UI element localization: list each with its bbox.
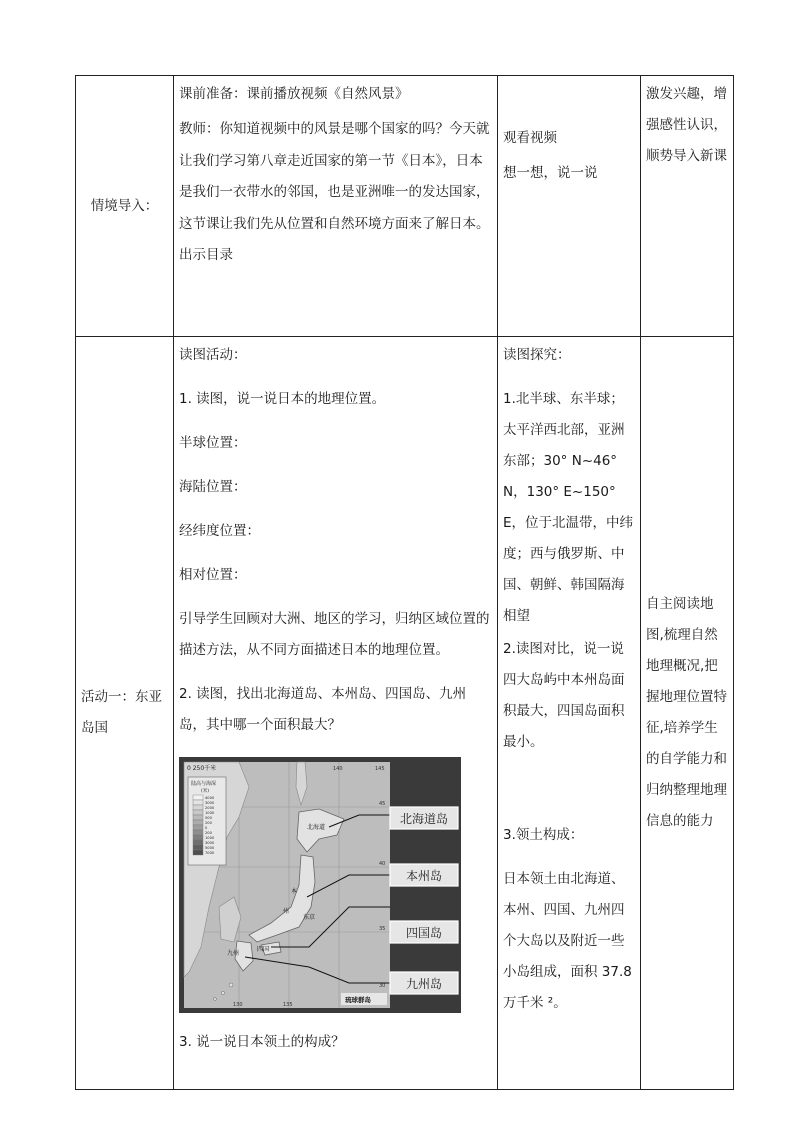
japan-map-svg bbox=[179, 757, 461, 1013]
design-intent-text: 激发兴趣，增强感性认识，顺势导入新课 bbox=[646, 86, 727, 164]
svg-text:35: 35 bbox=[379, 926, 386, 932]
svg-text:4000: 4000 bbox=[205, 796, 215, 800]
svg-text:九州: 九州 bbox=[227, 950, 240, 957]
svg-text:45: 45 bbox=[379, 801, 386, 807]
svg-text:30: 30 bbox=[379, 983, 386, 989]
hemisphere-position: 半球位置： bbox=[179, 435, 247, 451]
student-step-1: 观看视频 bbox=[503, 130, 557, 146]
relative-position: 相对位置： bbox=[179, 567, 247, 583]
svg-text:145: 145 bbox=[375, 766, 385, 772]
teacher-activity-cell bbox=[174, 76, 498, 337]
svg-text:200: 200 bbox=[205, 831, 212, 835]
svg-text:40: 40 bbox=[379, 861, 386, 867]
question-1: 1. 读图，说一说日本的地理位置。 bbox=[179, 391, 386, 407]
design-intent-cell bbox=[641, 76, 734, 337]
svg-text:2000: 2000 bbox=[205, 806, 215, 810]
answer-2: 2.读图对比，说一说四大岛屿中本州岛面积最大，四国岛面积最小。 bbox=[503, 641, 625, 750]
svg-text:7000: 7000 bbox=[205, 851, 215, 855]
callout-hokkaido: 北海道岛 bbox=[399, 812, 449, 826]
table-row-intro bbox=[76, 76, 734, 337]
reading-explore-heading: 读图探究： bbox=[503, 347, 571, 363]
section-cell bbox=[76, 337, 174, 1090]
svg-text:1000: 1000 bbox=[205, 836, 215, 840]
student-activity-cell bbox=[498, 337, 641, 1090]
prep-text: 课前准备：课前播放视频《自然风景》 bbox=[179, 86, 409, 102]
svg-text:0: 0 bbox=[205, 826, 208, 830]
callout-kyushu: 九州岛 bbox=[405, 977, 443, 991]
lat-lon-position: 经纬度位置： bbox=[179, 523, 260, 539]
svg-text:3000: 3000 bbox=[205, 841, 215, 845]
design-intent-text: 自主阅读地图,梳理自然地理概况,把握地理位置特征,培养学生的自学能力和归纳整理地理信息的能力 bbox=[646, 596, 727, 829]
design-intent-cell bbox=[641, 337, 734, 1090]
svg-text:四国: 四国 bbox=[257, 946, 270, 953]
svg-text:1000: 1000 bbox=[205, 811, 215, 815]
svg-text:北海道: 北海道 bbox=[307, 824, 326, 831]
legend-unit: (米) bbox=[201, 789, 210, 794]
reading-activity-heading: 读图活动： bbox=[179, 347, 247, 363]
ryukyu-label: 琉球群岛 bbox=[345, 996, 371, 1004]
student-step-2: 想一想，说一说 bbox=[503, 165, 598, 181]
svg-text:5000: 5000 bbox=[205, 846, 215, 850]
table-row-activity-1 bbox=[76, 337, 734, 1090]
map-scale: 0 250千米 bbox=[187, 765, 217, 772]
section-cell bbox=[76, 76, 174, 337]
teacher-intro-text: 教师：你知道视频中的风景是哪个国家的吗？今天就让我们学习第八章走近国家的第一节《日本》，日本是我们一衣带水的邻国，也是亚洲唯一的发达国家，这节课让我们先从位置和自然环境方面来了解日本。出示目录 bbox=[179, 121, 490, 263]
guide-text: 引导学生回顾对大洲、地区的学习，归纳区域位置的描述方法，从不同方面描述日本的地理位置。 bbox=[179, 611, 490, 658]
legend-swatches bbox=[193, 795, 203, 855]
lesson-plan-table bbox=[75, 75, 734, 1090]
svg-text:135: 135 bbox=[283, 1002, 293, 1008]
callout-honshu: 本州岛 bbox=[405, 869, 443, 883]
svg-text:200: 200 bbox=[205, 821, 212, 825]
svg-text:130: 130 bbox=[233, 1002, 243, 1008]
answer-3-heading: 3.领土构成： bbox=[503, 827, 584, 843]
question-3: 3. 说一说日本领土的构成？ bbox=[179, 1034, 345, 1050]
svg-text:3000: 3000 bbox=[205, 801, 215, 805]
svg-text:东京: 东京 bbox=[303, 914, 316, 921]
callout-shikoku: 四国岛 bbox=[405, 926, 443, 940]
answer-3: 日本领土由北海道、本州、四国、九州四个大岛以及附近一些小岛组成，面积 37.8 万千米 ²。 bbox=[503, 871, 632, 1011]
land-sea-position: 海陆位置： bbox=[179, 479, 247, 495]
svg-text:500: 500 bbox=[205, 816, 212, 820]
answer-1: 1.北半球、东半球；太平洋西北部，亚洲东部；30° N~46° N，130° E~150° E，位于北温带，中纬度；西与俄罗斯、中国、朝鲜、韩国隔海相望 bbox=[503, 391, 634, 624]
japan-map bbox=[179, 757, 461, 1013]
section-label: 情境导入： bbox=[90, 197, 159, 214]
svg-text:本: 本 bbox=[291, 888, 298, 895]
svg-text:140: 140 bbox=[333, 766, 343, 772]
student-activity-cell bbox=[498, 76, 641, 337]
teacher-activity-cell bbox=[174, 337, 498, 1090]
legend-title: 陆高与海深 bbox=[191, 781, 217, 787]
section-label: 活动一：东亚岛国 bbox=[81, 689, 162, 736]
question-2: 2. 读图，找出北海道岛、本州岛、四国岛、九州岛，其中哪一个面积最大？ bbox=[179, 686, 467, 733]
svg-text:州: 州 bbox=[283, 908, 290, 915]
